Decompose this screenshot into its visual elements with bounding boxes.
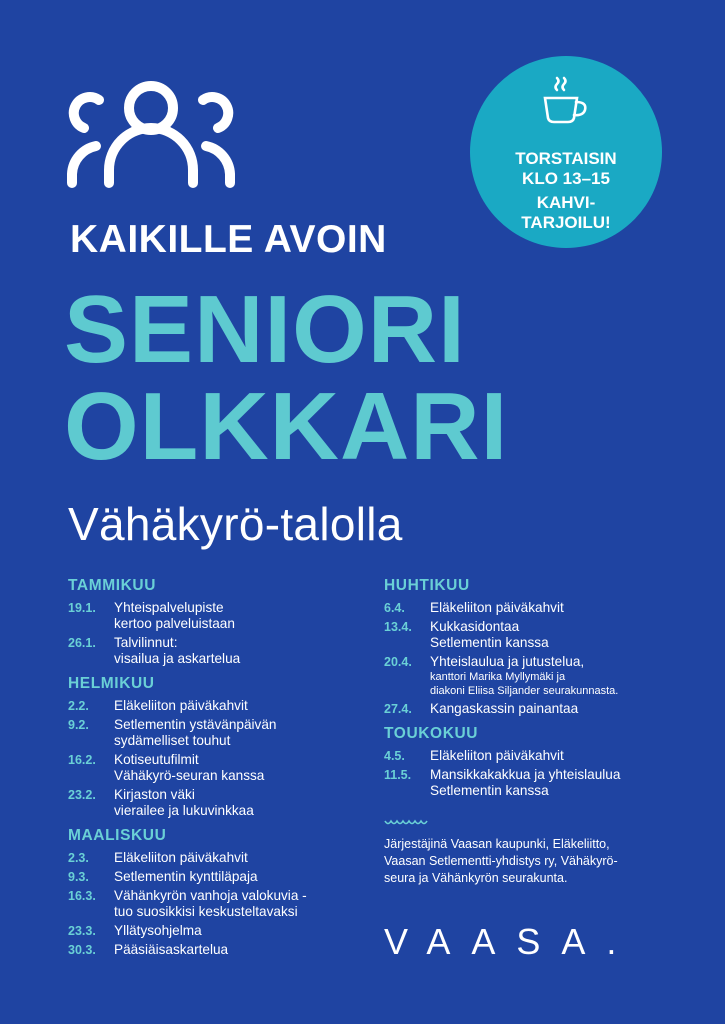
event-date: 27.4. — [384, 702, 412, 716]
people-group-icon — [66, 78, 236, 188]
month-gap — [384, 717, 674, 725]
event-item — [384, 748, 674, 764]
event-date: 30.3. — [68, 943, 96, 957]
event-title: tuo suosikkisi keskusteltavaksi — [114, 904, 298, 919]
event-title: vierailee ja lukuvinkkaa — [114, 803, 254, 818]
event-item — [68, 635, 368, 667]
event-title: Pääsiäisaskartelua — [114, 942, 229, 957]
event-date: 9.3. — [68, 870, 89, 884]
event-title: Mansikkakakkua ja yhteislaulua — [430, 767, 621, 782]
event-title: Eläkeliiton päiväkahvit — [430, 748, 564, 763]
event-item — [384, 767, 674, 799]
event-title: kertoo palveluistaan — [114, 616, 235, 631]
event-title: Kirjaston väki — [114, 787, 195, 802]
event-title: Yhteislaulua ja jutustelua, — [430, 654, 585, 669]
event-title: Setlementin ystävänpäivän — [114, 717, 277, 732]
event-note: diakoni Eliisa Siljander seurakunnasta. — [430, 685, 619, 697]
event-item — [384, 701, 674, 717]
event-item — [68, 942, 368, 958]
event-date: 23.2. — [68, 788, 96, 802]
event-date: 11.5. — [384, 768, 412, 782]
organizers-line: Järjestäjinä Vaasan kaupunki, Eläkeliitto, — [384, 837, 610, 851]
badge-line: KLO 13–15 — [522, 169, 610, 188]
month-gap — [68, 819, 368, 827]
event-title: Setlementin kanssa — [430, 635, 549, 650]
event-title: Yhteispalvelupiste — [114, 600, 224, 615]
event-date: 26.1. — [68, 636, 96, 650]
event-title: Setlementin kynttiläpaja — [114, 869, 258, 884]
coffee-cup-icon — [541, 74, 591, 126]
event-item — [384, 600, 674, 616]
location: Vähäkyrö-talolla — [68, 498, 403, 550]
event-item — [68, 869, 368, 885]
event-date: 4.5. — [384, 749, 405, 763]
schedule-left-column — [68, 577, 368, 958]
event-title: Eläkeliiton päiväkahvit — [430, 600, 564, 615]
month-heading: HUHTIKUU — [384, 577, 470, 594]
title-line-1: SENIORI — [64, 276, 466, 383]
event-title: Setlementin kanssa — [430, 783, 549, 798]
event-date: 2.2. — [68, 699, 89, 713]
event-date: 19.1. — [68, 601, 96, 615]
badge-line: TORSTAISIN — [515, 149, 617, 168]
event-title: sydämelliset touhut — [114, 733, 231, 748]
title-line-2: OLKKARI — [64, 373, 509, 480]
vaasa-logo-text: VAASA — [384, 921, 607, 962]
event-item — [68, 888, 368, 920]
month-heading: TAMMIKUU — [68, 577, 157, 594]
event-date: 9.2. — [68, 718, 89, 732]
event-date: 6.4. — [384, 601, 405, 615]
month-heading: TOUKOKUU — [384, 725, 479, 742]
organizers-line: Vaasan Setlementti-yhdistys ry, Vähäkyrö- — [384, 854, 618, 868]
event-item — [384, 654, 674, 698]
event-date: 20.4. — [384, 655, 412, 669]
event-date: 16.3. — [68, 889, 96, 903]
event-title: Vähäkyrö-seuran kanssa — [114, 768, 265, 783]
event-title: Kangaskassin painantaa — [430, 701, 579, 716]
event-title: Talvilinnut: — [114, 635, 178, 650]
event-item — [384, 619, 674, 651]
event-title: Eläkeliiton päiväkahvit — [114, 850, 248, 865]
organizers — [384, 836, 674, 887]
event-item — [68, 923, 368, 939]
event-date: 13.4. — [384, 620, 412, 634]
vaasa-logo-dot: . — [606, 921, 617, 962]
event-item — [68, 787, 368, 819]
event-item — [68, 600, 368, 632]
event-title: Eläkeliiton päiväkahvit — [114, 698, 248, 713]
event-item — [68, 698, 368, 714]
badge-line: TARJOILU! — [521, 213, 611, 232]
tagline: KAIKILLE AVOIN — [70, 218, 387, 261]
event-item — [68, 752, 368, 784]
organizers-line: seura ja Vähänkyrön seurakunta. — [384, 871, 568, 885]
event-date: 2.3. — [68, 851, 89, 865]
schedule-right-column — [384, 577, 674, 799]
event-item — [68, 717, 368, 749]
event-item — [68, 850, 368, 866]
event-title: Kukkasidontaa — [430, 619, 520, 634]
event-note: kanttori Marika Myllymäki ja — [430, 671, 566, 683]
month-heading: HELMIKUU — [68, 675, 155, 692]
event-title: Vähänkyrön vanhoja valokuvia - — [114, 888, 307, 903]
event-date: 23.3. — [68, 924, 96, 938]
event-date: 16.2. — [68, 753, 96, 767]
wave-icon — [384, 818, 428, 828]
coffee-badge — [470, 56, 662, 248]
vaasa-logo — [384, 922, 616, 962]
month-gap — [68, 667, 368, 675]
month-heading: MAALISKUU — [68, 827, 167, 844]
badge-line: KAHVI- — [536, 193, 596, 212]
event-title: Yllätysohjelma — [114, 923, 202, 938]
event-title: Kotiseutufilmit — [114, 752, 199, 767]
event-title: visailua ja askartelua — [114, 651, 241, 666]
